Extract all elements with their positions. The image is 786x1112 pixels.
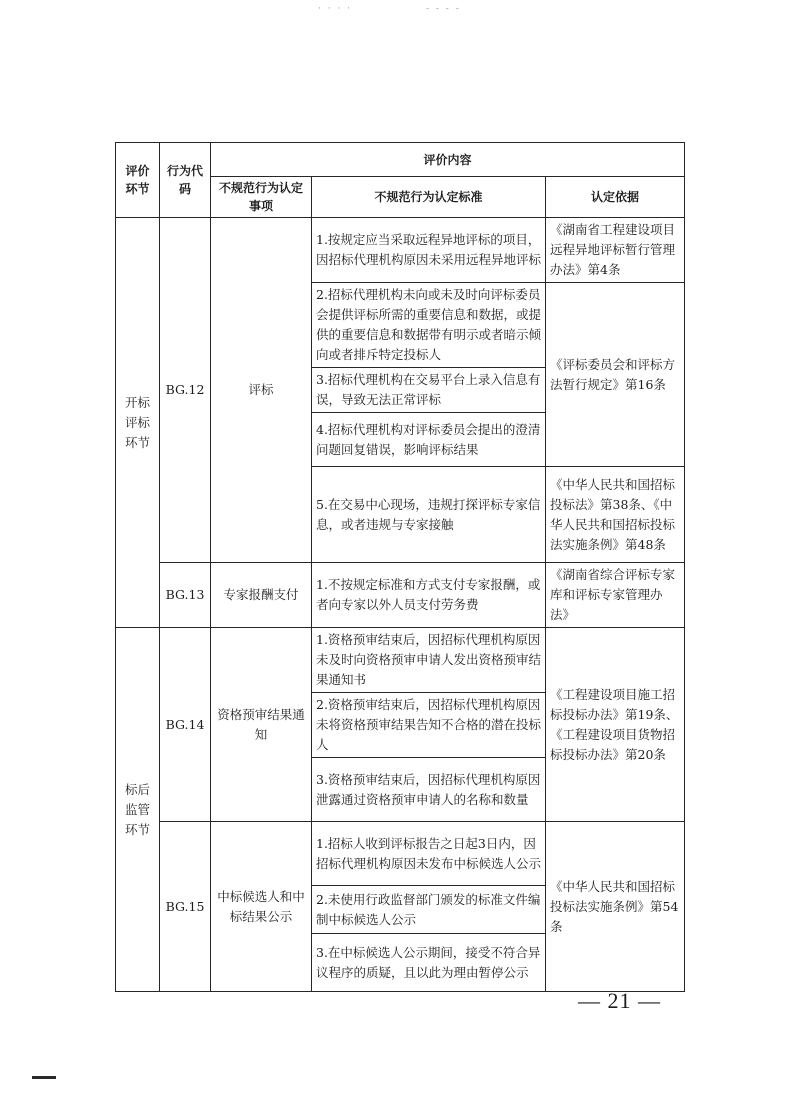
standard-cell: 1.招标人收到评标报告之日起3日内，因招标代理机构原因未发布中标候选人公示 <box>312 822 546 886</box>
standard-cell: 2.未使用行政监督部门颁发的标准文件编制中标候选人公示 <box>312 886 546 934</box>
stage-cell: 标后监管环节 <box>116 628 160 992</box>
standard-cell: 1.资格预审结束后，因招标代理机构原因未及时向资格预审申请人发出资格预审结果通知书 <box>312 628 546 693</box>
behavior-code: BG.13 <box>160 563 211 628</box>
scan-edge-mark <box>32 1076 56 1079</box>
behavior-item: 中标候选人和中标结果公示 <box>211 822 312 992</box>
header-item: 不规范行为认定事项 <box>211 177 312 218</box>
standard-cell: 5.在交易中心现场，违规打探评标专家信息，或者违规与专家接触 <box>312 467 546 563</box>
header-stage: 评价环节 <box>116 143 160 218</box>
behavior-item: 专家报酬支付 <box>211 563 312 628</box>
basis-cell: 《中华人民共和国招标投标法实施条例》第54条 <box>546 822 685 992</box>
behavior-code: BG.12 <box>160 218 211 563</box>
evaluation-table <box>115 142 685 992</box>
standard-cell: 3.在中标候选人公示期间，接受不符合异议程序的质疑，且以此为理由暂停公示 <box>312 934 546 992</box>
header-content: 评价内容 <box>211 143 685 177</box>
standard-cell: 3.资格预审结束后，因招标代理机构原因泄露通过资格预审申请人的名称和数量 <box>312 758 546 822</box>
basis-cell: 《评标委员会和评标方法暂行规定》第16条 <box>546 283 685 467</box>
standard-cell: 1.不按规定标准和方式支付专家报酬，或者向专家以外人员支付劳务费 <box>312 563 546 628</box>
header-code: 行为代码 <box>160 143 211 218</box>
stage-cell: 开标评标环节 <box>116 218 160 628</box>
behavior-code: BG.15 <box>160 822 211 992</box>
header-standard: 不规范行为认定标准 <box>312 177 546 218</box>
scan-mark-right: - - - - <box>426 4 461 14</box>
standard-cell: 3.招标代理机构在交易平台上录入信息有误，导致无法正常评标 <box>312 368 546 413</box>
standard-cell: 2.资格预审结束后，因招标代理机构原因未将资格预审结果告知不合格的潜在投标人 <box>312 693 546 758</box>
behavior-item: 评标 <box>211 218 312 563</box>
page-number: — 21 — <box>578 988 661 1013</box>
standard-cell: 4.招标代理机构对评标委员会提出的澄清问题回复错误，影响评标结果 <box>312 413 546 467</box>
behavior-code: BG.14 <box>160 628 211 822</box>
header-basis: 认定依据 <box>546 177 685 218</box>
basis-cell: 《湖南省工程建设项目远程异地评标暂行管理办法》第4条 <box>546 218 685 283</box>
basis-cell: 《工程建设项目施工招标投标办法》第19条、《工程建设项目货物招标投标办法》第20条 <box>546 628 685 822</box>
behavior-item: 资格预审结果通知 <box>211 628 312 822</box>
standard-cell: 1.按规定应当采取远程异地评标的项目，因招标代理机构原因未采用远程异地评标 <box>312 218 546 283</box>
basis-cell: 《中华人民共和国招标投标法》第38条、《中华人民共和国招标投标法实施条例》第48条 <box>546 467 685 563</box>
basis-cell: 《湖南省综合评标专家库和评标专家管理办法》 <box>546 563 685 628</box>
standard-cell: 2.招标代理机构未向或未及时向评标委员会提供评标所需的重要信息和数据，或提供的重要信息和数据带有明示或者暗示倾向或者排斥特定投标人 <box>312 283 546 368</box>
scan-mark-left: · · · · <box>318 4 353 14</box>
